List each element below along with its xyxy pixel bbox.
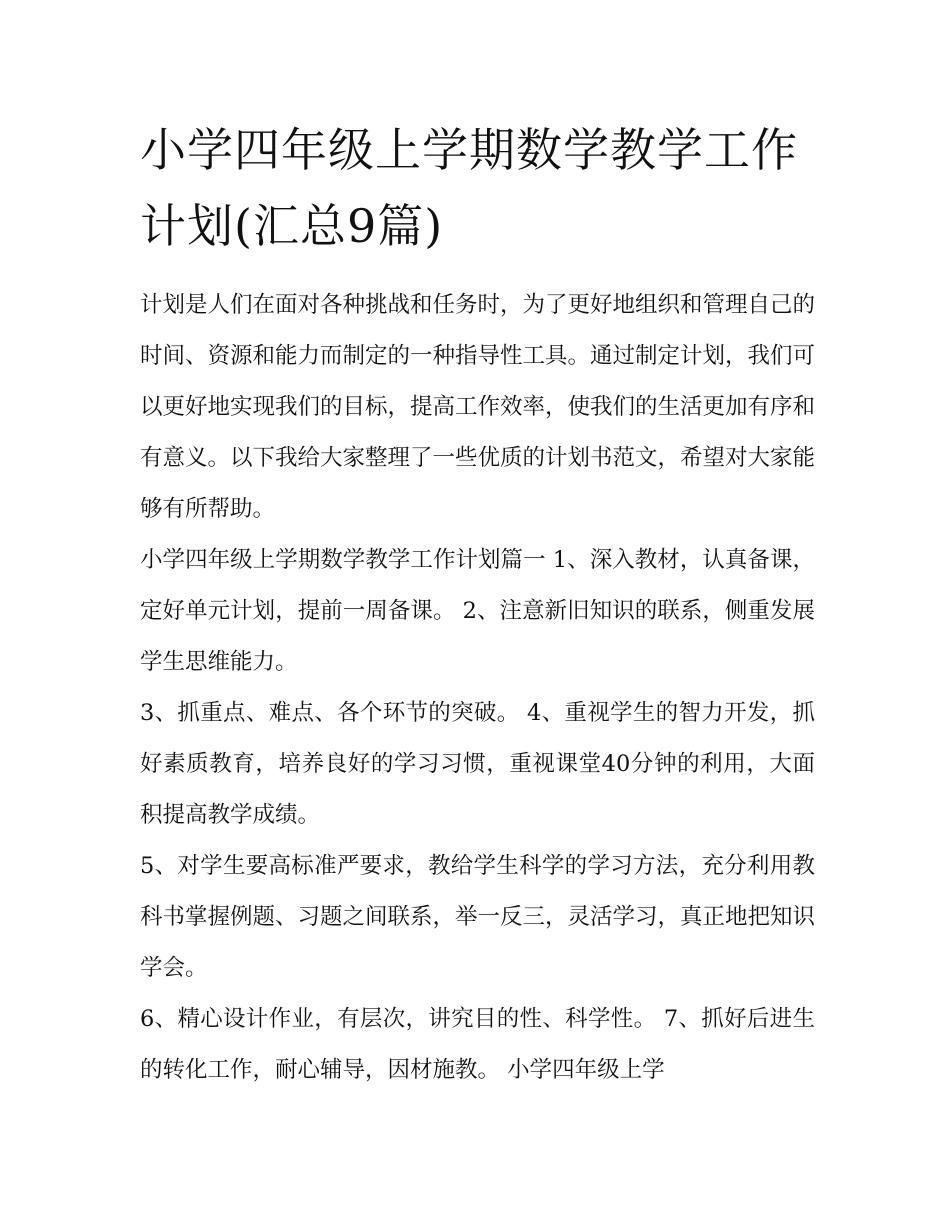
paragraph-item-6-7: 6、精心设计作业，有层次，讲究目的性、科学性。 7、抓好后进生的转化工作，耐心辅导，因材施教。 小学四年级上学 — [140, 1006, 815, 1083]
paragraph-item-3-4: 3、抓重点、难点、各个环节的突破。 4、重视学生的智力开发，抓好素质教育，培养良好的学习习惯，重视课堂40分钟的利用，大面积提高教学成绩。 — [140, 700, 815, 828]
paragraph-intro: 计划是人们在面对各种挑战和任务时，为了更好地组织和管理自己的时间、资源和能力而制定的一种指导性工具。通过制定计划，我们可以更好地实现我们的目标，提高工作效率，使我们的生活更加有序和有意义。以下我给大家整理了一些优质的计划书范文，希望对大家能够有所帮助。 — [140, 292, 816, 522]
paragraph-item-5: 5、对学生要高标准严要求，教给学生科学的学习方法，充分利用教科书掌握例题、习题之间联系，举一反三，灵活学习，真正地把知识学会。 — [140, 853, 816, 981]
document-body — [140, 280, 815, 1096]
document-content — [140, 112, 815, 1096]
document-title: 小学四年级上学期数学教学工作计划(汇总9篇) — [140, 123, 798, 253]
paragraph-plan-one: 小学四年级上学期数学教学工作计划篇一 1、深入教材，认真备课，定好单元计划，提前一周备课。 2、注意新旧知识的联系，侧重发展学生思维能力。 — [140, 547, 815, 675]
